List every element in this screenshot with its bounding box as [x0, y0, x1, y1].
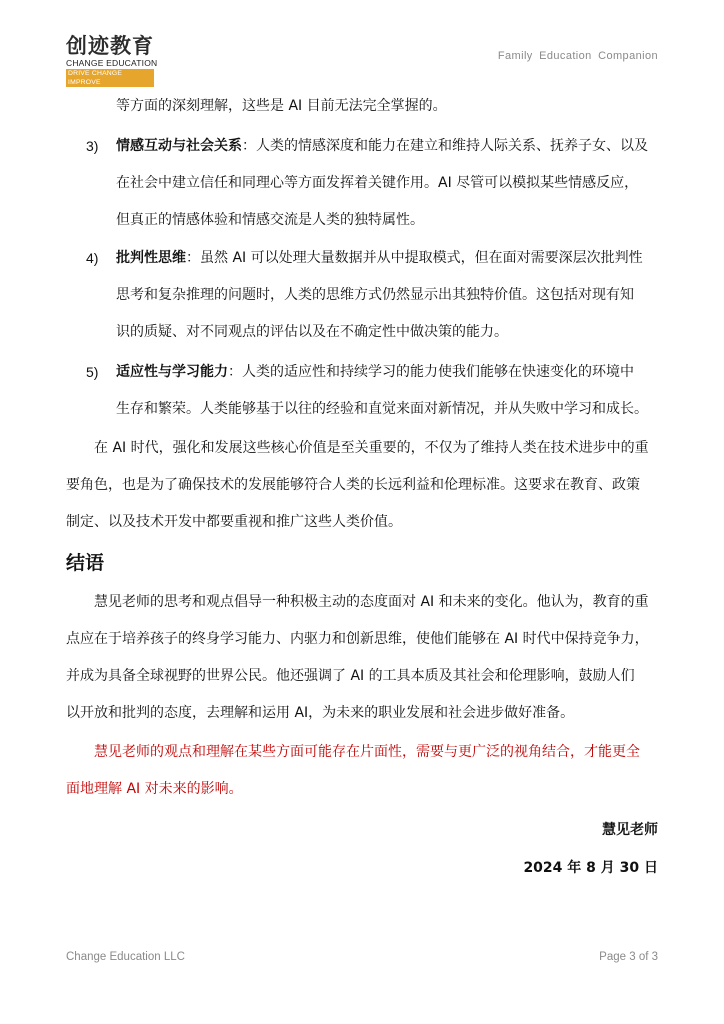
conclusion-paragraph [66, 584, 660, 732]
continued-line: 等方面的深刻理解，这些是 AI 目前无法完全掌握的。 [116, 98, 447, 114]
item-title: 批判性思维 [116, 250, 186, 266]
footer-page-number: Page 3 of 3 [599, 951, 658, 963]
paragraph-line: 在 AI 时代，强化和发展这些核心价值是至关重要的，不仅为了维持人类在技术进步中的重 [94, 440, 649, 456]
paragraph-line: 点应在于培养孩子的终身学习能力、内驱力和创新思维，使他们能够在 AI 时代中保持竞争力， [66, 631, 649, 647]
header-tagline: Family Education Companion [497, 50, 658, 62]
conclusion-heading: 结语 [66, 552, 105, 574]
list-number: 3) [86, 138, 99, 154]
item-text: 生存和繁荣。人类能够基于以往的经验和直觉来面对新情况，并从失败中学习和成长。 [116, 401, 648, 417]
logo-slogan: DRIVE CHANGE IMPROVE [66, 69, 154, 87]
logo-english-name: CHANGE EDUCATION [66, 58, 158, 68]
item-text: 但真正的情感体验和情感交流是人类的独特属性。 [116, 212, 424, 228]
list-number: 5) [86, 364, 99, 380]
note-line: 慧见老师的观点和理解在某些方面可能存在片面性，需要与更广泛的视角结合，才能更全 [94, 744, 640, 760]
item-title: 情感互动与社会关系 [116, 138, 242, 154]
list-continuation [66, 88, 660, 125]
company-logo [66, 34, 162, 87]
paragraph-line: 制定、以及技术开发中都要重视和推广这些人类价值。 [66, 514, 402, 530]
logo-chinese-name: 创迹教育 [66, 34, 154, 58]
footer-company: Change Education LLC [66, 951, 185, 963]
paragraph-line: 以开放和批判的态度，去理解和运用 AI，为未来的职业发展和社会进步做好准备。 [66, 705, 575, 721]
list-item-3 [66, 128, 660, 239]
note-line: 面地理解 AI 对未来的影响。 [66, 781, 243, 797]
paragraph-line: 要角色，也是为了确保技术的发展能够符合人类的长远利益和伦理标准。这要求在教育、政策 [66, 477, 640, 493]
disclaimer-note [66, 734, 660, 808]
signature-date: 2024 年 8 月 30 日 [523, 860, 658, 876]
item-text: 识的质疑、对不同观点的评估以及在不确定性中做决策的能力。 [116, 324, 508, 340]
item-text: ：人类的情感深度和能力在建立和维持人际关系、抚养子女、以及 [242, 138, 648, 154]
list-item-4 [66, 240, 660, 351]
paragraph-line: 慧见老师的思考和观点倡导一种积极主动的态度面对 AI 和未来的变化。他认为，教育的重 [94, 594, 649, 610]
summary-paragraph [66, 430, 660, 541]
item-text: ：人类的适应性和持续学习的能力使我们能够在快速变化的环境中 [228, 364, 634, 380]
item-text: 在社会中建立信任和同理心等方面发挥着关键作用。AI 尽管可以模拟某些情感反应， [116, 175, 639, 191]
signature: 慧见老师 [602, 822, 658, 838]
paragraph-line: 并成为具备全球视野的世界公民。他还强调了 AI 的工具本质及其社会和伦理影响，鼓励人们 [66, 668, 635, 684]
list-number: 4) [86, 250, 99, 266]
item-text: ：虽然 AI 可以处理大量数据并从中提取模式，但在面对需要深层次批判性 [186, 250, 643, 266]
list-item-5 [66, 354, 660, 428]
item-text: 思考和复杂推理的问题时，人类的思维方式仍然显示出其独特价值。这包括对现有知 [116, 287, 634, 303]
item-title: 适应性与学习能力 [116, 364, 228, 380]
